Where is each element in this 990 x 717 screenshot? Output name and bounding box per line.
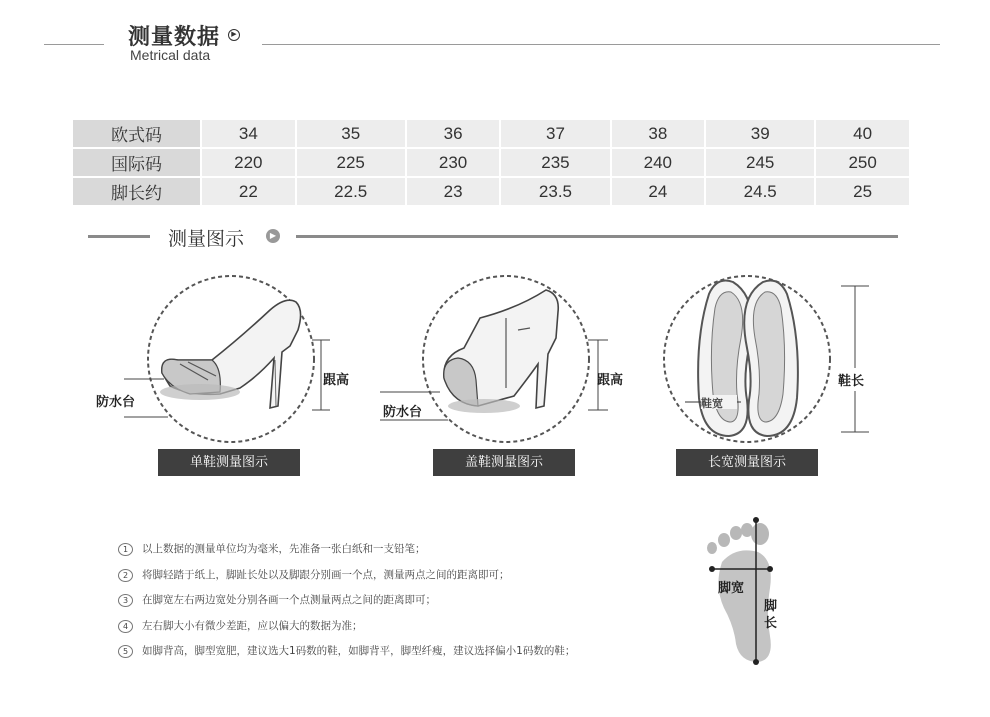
page-title: 测量数据 [128,25,221,50]
note-text: 左右脚大小有微少差距，应以偏大的数据为准； [142,620,363,632]
size-table [71,118,911,207]
table-cell: 22.5 [297,178,405,205]
foot-diagram [700,516,790,666]
table-cell: 230 [407,149,500,176]
shoe-width-label: 鞋宽 [701,397,723,410]
table-row [73,178,909,205]
platform-label: 防水台 [96,395,136,410]
foot-length-label-char: 脚 [764,599,778,614]
note-number-icon: 5 [118,645,133,658]
foot-width-label: 脚宽 [718,581,745,596]
foot-length-label-char: 长 [764,616,778,631]
note-text: 如脚背高，脚型宽肥，建议选大1码数的鞋，如脚背平，脚型纤瘦，建议选择偏小1码数的鞋； [142,645,576,657]
shoe-length-diagram [655,268,885,448]
table-cell: 40 [816,120,909,147]
table-cell: 35 [297,120,405,147]
page-subtitle: Metrical data [130,47,211,63]
table-cell: 240 [612,149,705,176]
table-cell: 24 [612,178,705,205]
note-text: 在脚宽左右两边宽处分别各画一个点测量两点之间的距离即可； [142,594,436,606]
note-item [118,642,575,660]
note-item [118,591,436,609]
covered-shoe-diagram [378,268,658,448]
row-header: 脚长约 [73,178,200,205]
section-line-left [88,235,150,238]
row-header: 欧式码 [73,120,200,147]
shoe-length-label: 鞋长 [838,368,864,391]
table-cell: 235 [501,149,609,176]
table-cell: 24.5 [706,178,814,205]
table-cell: 225 [297,149,405,176]
row-header: 国际码 [73,149,200,176]
table-cell: 22 [202,178,295,205]
arrow-right-icon: ▶ [228,29,240,41]
table-cell: 36 [407,120,500,147]
table-row [73,120,909,147]
covered-shoe-caption: 盖鞋测量图示 [433,449,575,476]
length-width-caption: 长宽测量图示 [676,449,818,476]
table-cell: 23 [407,178,500,205]
note-number-icon: 2 [118,569,133,582]
note-item [118,540,426,558]
table-cell: 39 [706,120,814,147]
arrow-right-icon: ▶ [266,229,280,243]
header-line-left [44,44,104,45]
table-cell: 23.5 [501,178,609,205]
table-cell: 38 [612,120,705,147]
note-number-icon: 4 [118,620,133,633]
table-row [73,149,909,176]
header-line-right [262,44,940,45]
section-line-right [296,235,898,238]
single-shoe-caption: 单鞋测量图示 [158,449,300,476]
note-text: 将脚轻踏于纸上，脚趾长处以及脚跟分别画一个点，测量两点之间的距离即可； [142,569,510,581]
note-item [118,566,510,584]
note-number-icon: 1 [118,543,133,556]
single-shoe-diagram [90,268,370,448]
table-cell: 250 [816,149,909,176]
table-cell: 220 [202,149,295,176]
table-cell: 25 [816,178,909,205]
table-cell: 37 [501,120,609,147]
section-title: 测量图示 [168,228,245,250]
note-number-icon: 3 [118,594,133,607]
note-item [118,617,363,635]
heel-height-label: 跟高 [597,373,624,388]
note-text: 以上数据的测量单位均为毫米，先准备一张白纸和一支铅笔； [142,543,426,555]
foot-length-label [764,598,777,632]
heel-height-label: 跟高 [323,373,350,388]
table-cell: 245 [706,149,814,176]
table-cell: 34 [202,120,295,147]
platform-label: 防水台 [383,405,423,420]
